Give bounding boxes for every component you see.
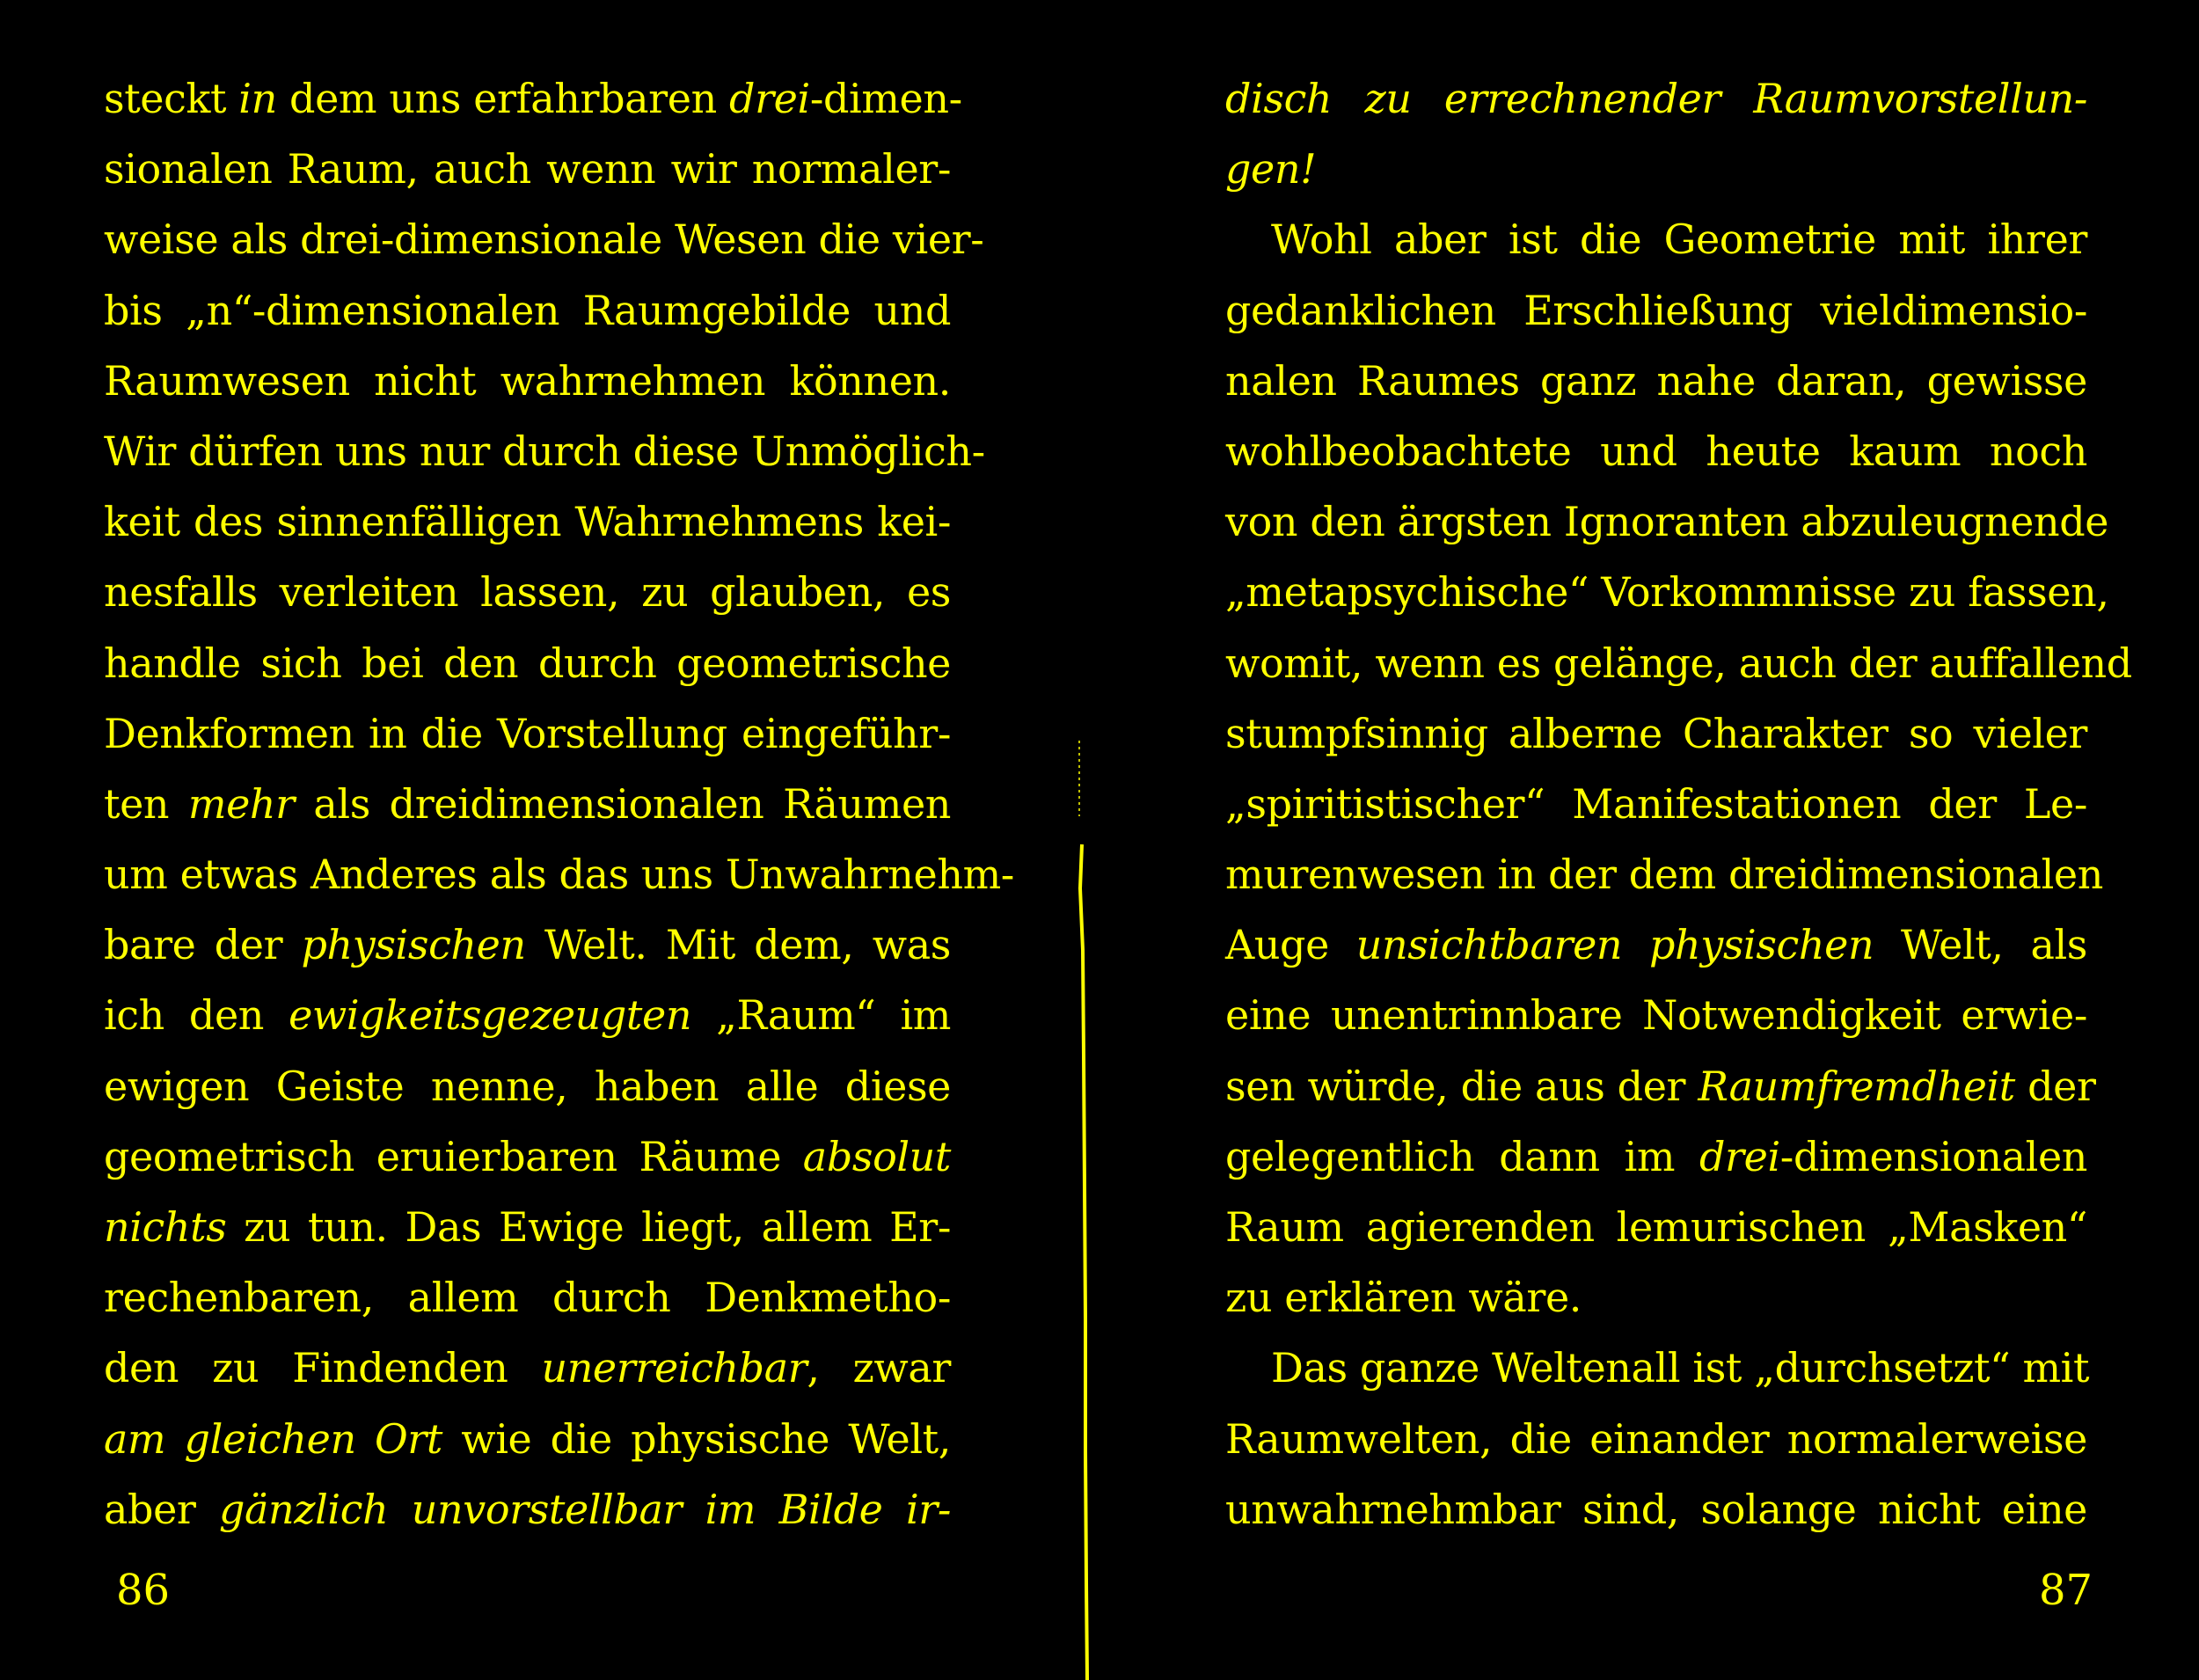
text-line (1225, 1404, 2087, 1474)
body-text: zu erklären wäre. (1225, 1274, 1582, 1322)
text-line (1225, 486, 2109, 557)
italic-text: gänzlich unvorstellbar im Bilde ir- (218, 1485, 951, 1533)
body-text: geometrisch eruierbaren Räume (104, 1132, 803, 1180)
body-text: bis „n“-dimensionalen Raumgebilde und (104, 286, 951, 334)
body-text: steckt (104, 75, 239, 122)
left-page-text (104, 63, 1014, 1545)
text-line (104, 416, 985, 486)
text-line (1225, 698, 2087, 769)
body-text: wie die physische Welt, (442, 1414, 951, 1463)
body-text: Auge (1225, 921, 1356, 969)
italic-text: unerreichbar (541, 1344, 807, 1392)
body-text: stumpfsinnig alberne Charakter so vieler (1225, 709, 2087, 757)
text-line (104, 1262, 951, 1333)
body-text: nesfalls verleiten lassen, zu glauben, es (104, 568, 951, 617)
body-text: gelegentlich dann im (1225, 1132, 1700, 1180)
body-text: „metapsychische“ Vorkommnisse zu fassen, (1225, 568, 2109, 617)
italic-text: absolut (802, 1132, 951, 1180)
text-line (104, 63, 962, 134)
body-text: ich den (104, 991, 289, 1040)
body-text: weise als drei-dimensionale Wesen die vier- (104, 215, 984, 264)
text-line (1225, 628, 2132, 698)
italic-text: Raumfremdheit (1698, 1062, 2015, 1110)
text-line (1225, 839, 2103, 909)
text-line (1225, 134, 2087, 204)
body-text: , zwar (807, 1344, 951, 1392)
body-text: „Raum“ im (691, 991, 951, 1040)
text-line (104, 1051, 951, 1121)
text-line (1225, 1192, 2087, 1262)
body-text: Wir dürfen uns nur durch diese Unmöglich- (104, 427, 985, 475)
italic-text: in (238, 75, 277, 122)
body-text: Das ganze Weltenall ist „durchsetzt“ mit (1271, 1344, 2090, 1392)
body-text: sen würde, die aus der (1225, 1062, 1699, 1110)
body-text: -dimen- (809, 75, 962, 122)
text-line (104, 275, 951, 346)
text-line (104, 346, 951, 416)
body-text: bare der (104, 921, 302, 969)
body-text: den zu Findenden (104, 1344, 542, 1392)
text-line (104, 839, 1014, 909)
body-text: eine unentrinnbare Notwendigkeit erwie- (1225, 991, 2087, 1040)
italic-text: ewigkeitsgezeugten (289, 991, 692, 1040)
text-line (1225, 204, 2087, 274)
body-text: als dreidimensionalen Räumen (294, 779, 951, 828)
text-line (104, 698, 951, 769)
text-line (1225, 1051, 2096, 1121)
body-text: von den ärgsten Ignoranten abzuleugnende (1225, 498, 2109, 546)
text-line (1225, 416, 2087, 486)
text-line (1225, 769, 2087, 839)
body-text: Wohl aber ist die Geometrie mit ihrer (1271, 215, 2087, 264)
body-text: wohlbeobachtete und heute kaum noch (1225, 427, 2087, 475)
body-text: ewigen Geiste nenne, haben alle diese (104, 1062, 951, 1110)
text-line (104, 1121, 951, 1192)
body-text: „spiritistischer“ Manifestationen der Le- (1225, 779, 2087, 828)
text-line (1225, 275, 2087, 346)
gutter-binding-line (1077, 0, 1112, 1680)
text-line (1225, 1333, 2090, 1403)
text-line (104, 204, 984, 274)
right-page-text (1225, 63, 2132, 1545)
body-text: handle sich bei den durch geometrische (104, 639, 951, 687)
text-line (104, 1333, 951, 1403)
italic-text: disch zu errechnender Raumvorstellun- (1225, 75, 2087, 122)
body-text: keit des sinnenfälligen Wahrnehmens kei- (104, 498, 951, 546)
body-text: aber (104, 1485, 219, 1533)
italic-text: drei (1699, 1132, 1780, 1180)
body-text: womit, wenn es gelänge, auch der auffallend (1225, 639, 2132, 687)
text-line (1225, 909, 2087, 980)
text-line (1225, 1474, 2087, 1545)
italic-text: drei (729, 75, 810, 122)
body-text: gedanklichen Erschließung vieldimensio- (1225, 286, 2087, 334)
text-line (1225, 346, 2087, 416)
body-text: zu tun. Das Ewige liegt, allem Er- (226, 1203, 951, 1251)
body-text: Welt. Mit dem, was (525, 921, 951, 969)
text-line (1225, 1121, 2087, 1192)
body-text: der (2014, 1062, 2096, 1110)
text-line (104, 909, 951, 980)
body-text: sionalen Raum, auch wenn wir normaler- (104, 145, 951, 194)
body-text: nalen Raumes ganz nahe daran, gewisse (1225, 356, 2087, 405)
italic-text: mehr (187, 779, 295, 828)
text-line (1225, 557, 2109, 627)
body-text: Raum agierenden lemurischen „Masken“ (1225, 1203, 2087, 1251)
text-line (104, 1192, 951, 1262)
body-text: Raumwesen nicht wahrnehmen können. (104, 356, 951, 405)
italic-text: nichts (104, 1203, 227, 1251)
text-line (104, 1474, 951, 1545)
body-text: Welt, als (1874, 921, 2087, 969)
page-number-right: 87 (2039, 1566, 2093, 1615)
body-text: unwahrnehmbar sind, solange nicht eine (1225, 1485, 2087, 1533)
body-text: um etwas Anderes als das uns Unwahrnehm- (104, 851, 1014, 899)
text-line (1225, 1262, 2087, 1333)
italic-text: physischen (301, 921, 526, 969)
text-line (104, 628, 951, 698)
body-text: ten (104, 779, 188, 828)
text-line (104, 134, 951, 204)
italic-text: gen! (1225, 145, 1317, 194)
text-line (104, 486, 951, 557)
italic-text: unsichtbaren physischen (1355, 921, 1874, 969)
body-text: Denkformen in die Vorstellung eingeführ- (104, 709, 951, 757)
text-line (104, 557, 951, 627)
gutter-mark-lower (1086, 1495, 1087, 1680)
text-line (104, 1404, 951, 1474)
body-text: Raumwelten, die einander normalerweise (1225, 1414, 2087, 1463)
text-line (104, 980, 951, 1050)
body-text: rechenbaren, allem durch Denkmetho- (104, 1274, 951, 1322)
text-line (104, 769, 951, 839)
body-text: murenwesen in der dem dreidimensionalen (1225, 851, 2103, 899)
body-text: dem uns erfahrbaren (276, 75, 730, 122)
text-line (1225, 980, 2087, 1050)
body-text: -dimensionalen (1779, 1132, 2087, 1180)
text-line (1225, 63, 2087, 134)
page-number-left: 86 (116, 1566, 171, 1615)
italic-text: am gleichen Ort (104, 1414, 442, 1463)
